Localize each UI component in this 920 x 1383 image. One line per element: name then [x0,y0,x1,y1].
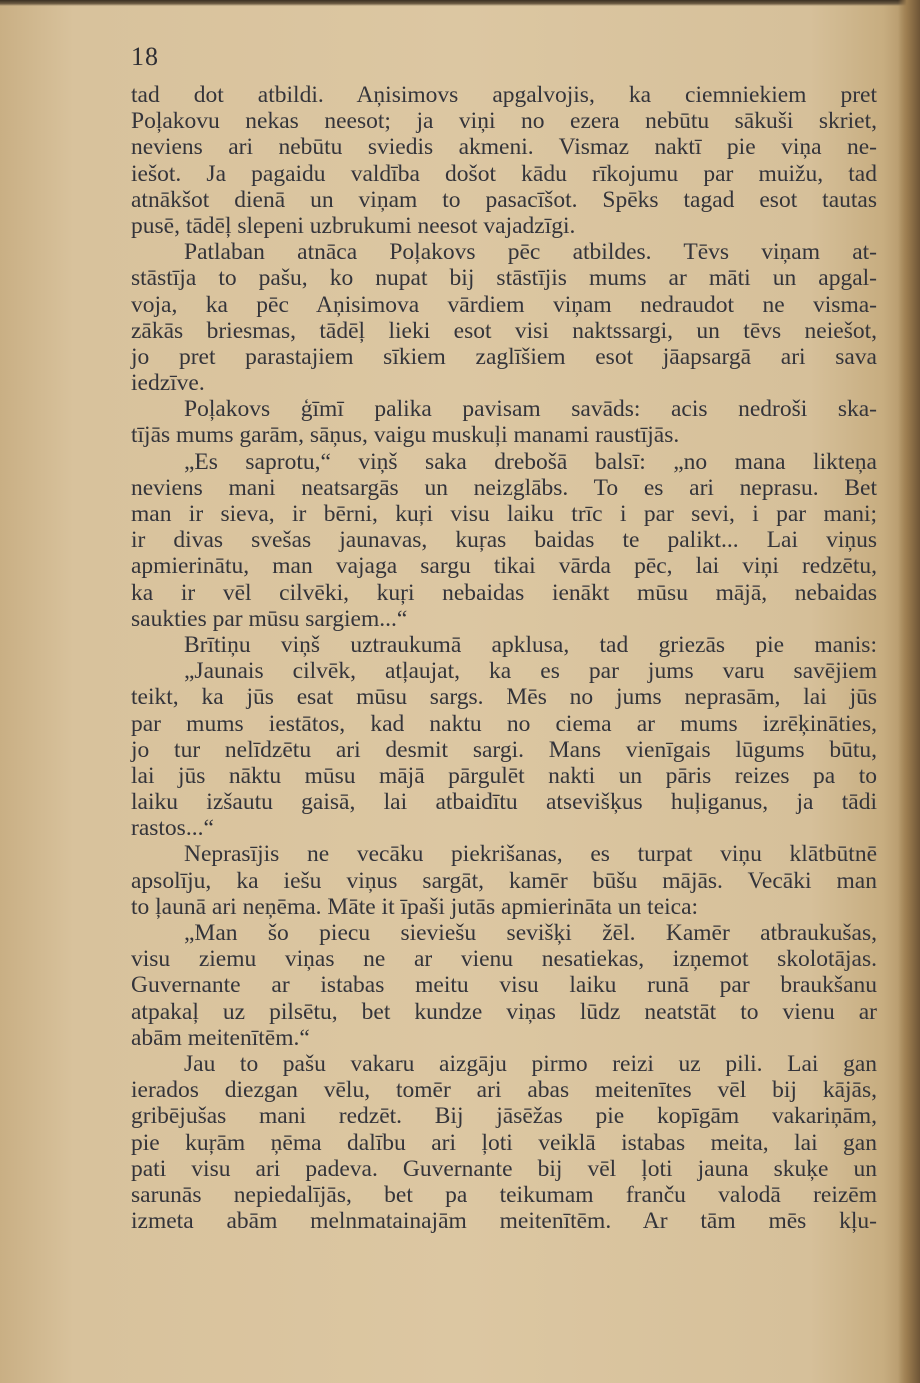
text-line: abām meitenītēm.“ [131,1024,310,1051]
text-line: neviens mani neatsargās un neizglābs. To es ari neprasu. Bet [131,474,877,501]
page-number: 18 [131,42,159,71]
text-line: Patlaban atnāca Poļakovs pēc atbildes. Tēvs viņam at- [184,239,877,266]
text-line: „Man šo piecu sieviešu sevišķi žēl. Kamēr atbraukušas, [184,920,877,946]
text-line: gribējušas mani redzēt. Bij jāsēžas pie kopīgām vakariņām, [131,1103,877,1130]
text-line: tad dot atbildi. Aņisimovs apgalvojis, ka ciemniekiem pret [131,82,877,108]
text-line: atnākšot dienā un viņam to pasacīšot. Spēks tagad esot tautas [131,186,877,213]
text-line: zākās briesmas, tādēļ lieki esot visi naktssargi, un tēvs neiešot, [131,317,877,344]
text-line: stāstīja to pašu, ko nupat bij stāstījis mums ar māti un apgal- [131,265,877,292]
text-line: par mums iestātos, kad naktu no ciema ar mums izrēķināties, [131,710,877,737]
text-line: „Jaunais cilvēk, atļaujat, ka es par jums varu savējiem [184,658,877,685]
text-line: pati visu ari padeva. Guvernante bij vēl ļoti jauna skuķe un [131,1155,877,1182]
text-line: laiku izšautu gaisā, lai atbaidītu atsevišķus huļiganus, ja tādi [131,789,877,816]
text-line: neviens ari nebūtu sviedis akmeni. Vismaz naktī pie viņa ne- [131,134,877,161]
text-line: apsolīju, ka iešu viņus sargāt, kamēr būšu mājās. Vecāki man [131,867,877,894]
text-line: pie kuŗām ņēma dalību ari ļoti veiklā istabas meita, lai gan [131,1129,877,1156]
text-line: visu ziemu viņas ne ar vienu nesatiekas, izņemot skolotājas. [131,946,877,973]
text-line: jo pret parastajiem sīkiem zaglīšiem esot jāapsargā ari sava [131,343,877,370]
text-line: apmierinātu, man vajaga sargu tikai vārda pēc, lai viņi redzētu, [131,553,877,580]
text-line: izmeta abām melnmatainajām meitenītēm. Ar tām mēs kļu- [131,1208,877,1235]
page-top-edge [0,0,920,6]
text-line: ir divas svešas jaunavas, kuŗas baidas te palikt... Lai viņus [131,527,877,554]
text-line: sarunās nepiedalījās, bet pa teikumam franču valodā reizēm [131,1181,877,1208]
text-line: ierados diezgan vēlu, tomēr ari abas meitenītes vēl bij kājās, [131,1077,877,1104]
text-line: Poļakovs ģīmī palika pavisam savāds: acis nedroši ska- [184,396,877,423]
text-line: iedzīve. [131,370,205,397]
text-line: Jau to pašu vakaru aizgāju pirmo reizi uz pili. Lai gan [184,1050,877,1077]
text-line: voja, ka pēc Aņisimova vārdiem viņam nedraudot ne visma- [131,291,877,318]
text-line: ka ir vēl cilvēki, kuŗi nebaidas ienākt mūsu mājā, nebaidas [131,579,877,606]
text-line: rastos...“ [131,815,214,842]
text-line: pusē, tādēļ slepeni uzbrukumi neesot vajadzīgi. [131,212,576,239]
text-line: Brītiņu viņš uztraukumā apklusa, tad griezās pie manis: [184,631,877,658]
page-right-edge [898,0,920,1383]
text-line: tījās mums garām, sāņus, vaigu muskuļi manami raustījās. [131,422,680,449]
text-line: lai jūs nāktu mūsu mājā pārgulēt nakti un pāris reizes pa to [131,762,877,789]
text-line: atpakaļ uz pilsētu, bet kundze viņas lūdz neatstāt to vienu ar [131,998,877,1025]
text-line: Neprasījis ne vecāku piekrišanas, es turpat viņu klātbūtnē [184,841,877,868]
text-line: saukties par mūsu sargiem...“ [131,605,408,632]
text-line: „Es saprotu,“ viņš saka drebošā balsī: „no mana likteņa [184,448,877,475]
text-line: jo tur nelīdzētu ari desmit sargi. Mans vienīgais lūgums būtu, [131,736,877,763]
text-line: Guvernante ar istabas meitu visu laiku runā par braukšanu [131,972,877,999]
text-line: to ļaunā ari neņēma. Māte it īpaši jutās apmierināta un teica: [131,893,699,920]
text-line: teikt, ka jūs esat mūsu sargs. Mēs no jums neprasām, lai jūs [131,684,877,711]
body-text [131,82,877,1234]
text-line: iešot. Ja pagaidu valdība došot kādu rīkojumu par muižu, tad [131,160,877,187]
text-line: Poļakovu nekas neesot; ja viņi no ezera nebūtu sākuši skriet, [131,108,877,135]
text-line: man ir sieva, ir bērni, kuŗi visu laiku trīc i par sevi, i par mani; [131,501,877,527]
